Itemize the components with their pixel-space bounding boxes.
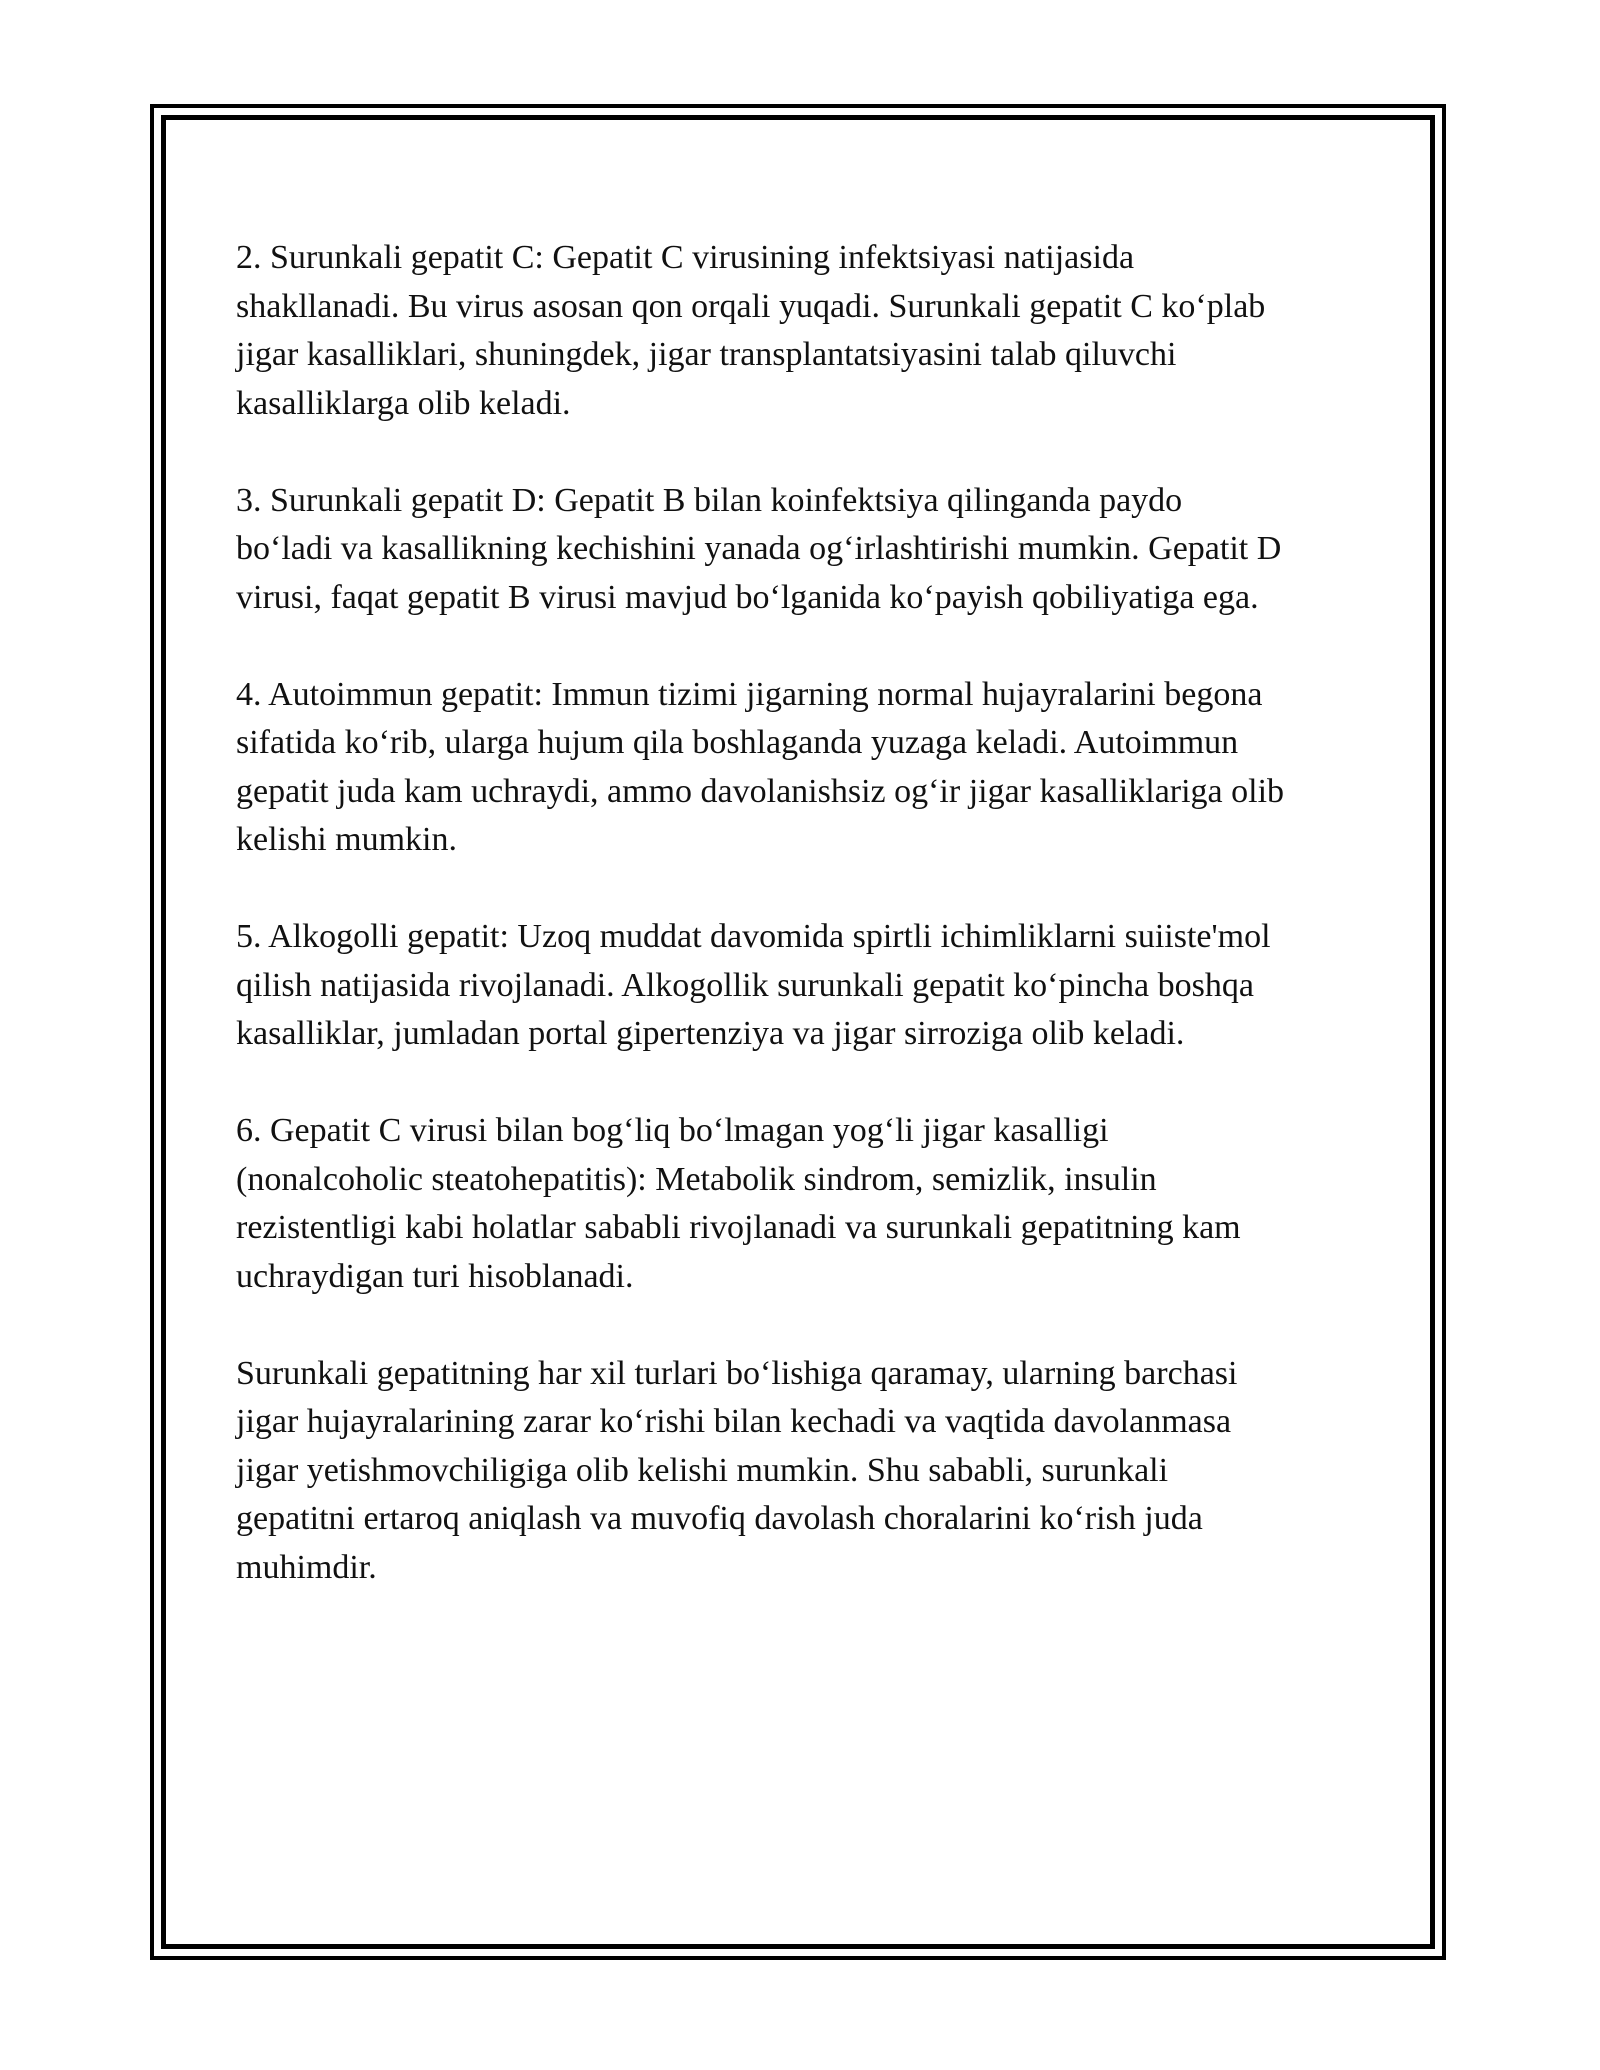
paragraph-hepatitis-d: 3. Surunkali gepatit D: Gepatit B bilan koinfektsiya qilinganda paydo bo‘ladi va kasallikning kechishini yanada og‘irlashtirishi mumkin. Gepatit D virusi, faqat gepatit B virusi mavjud bo‘lganida ko‘payish qobiliyatiga ega.: [236, 481, 1282, 616]
document-body: [236, 234, 1386, 1641]
paragraph-hepatitis-c: 2. Surunkali gepatit C: Gepatit C virusining infektsiyasi natijasida shakllanadi. Bu virus asosan qon orqali yuqadi. Surunkali gepatit C ko‘plab jigar kasalliklari, shuningdek, jigar transplantatsiyasini talab qiluvchi kasalliklarga olib keladi.: [236, 239, 1266, 422]
paragraph-conclusion: Surunkali gepatitning har xil turlari bo‘lishiga qaramay, ularning barchasi jigar hujayralarining zarar ko‘rishi bilan kechadi va vaqtida davolanmasa jigar yetishmovchiligiga olib kelishi mumkin. Shu sababli, surunkali gepatitni ertaroq aniqlash va muvofiq davolash choralarini ko‘rish juda muhimdir.: [236, 1354, 1238, 1586]
paragraph-fatty-liver-disease: 6. Gepatit C virusi bilan bog‘liq bo‘lmagan yog‘li jigar kasalligi (nonalcoholic steatohepatitis): Metabolik sindrom, semizlik, insulin rezistentligi kabi holatlar sababli rivojlanadi va surunkali gepatitning kam uchraydigan turi hisoblanadi.: [236, 1112, 1241, 1295]
paragraph-alcoholic-hepatitis: 5. Alkogolli gepatit: Uzoq muddat davomida spirtli ichimliklarni suiiste'mol qilish natijasida rivojlanadi. Alkogollik surunkali gepatit ko‘pincha boshqa kasalliklar, jumladan portal gipertenziya va jigar sirroziga olib keladi.: [236, 918, 1271, 1052]
paragraph-autoimmune-hepatitis: 4. Autoimmun gepatit: Immun tizimi jigarning normal hujayralarini begona sifatida ko‘rib, ularga hujum qila boshlaganda yuzaga keladi. Autoimmun gepatit juda kam uchraydi, ammo davolanishsiz og‘ir jigar kasalliklariga olib kelishi mumkin.: [236, 675, 1285, 858]
